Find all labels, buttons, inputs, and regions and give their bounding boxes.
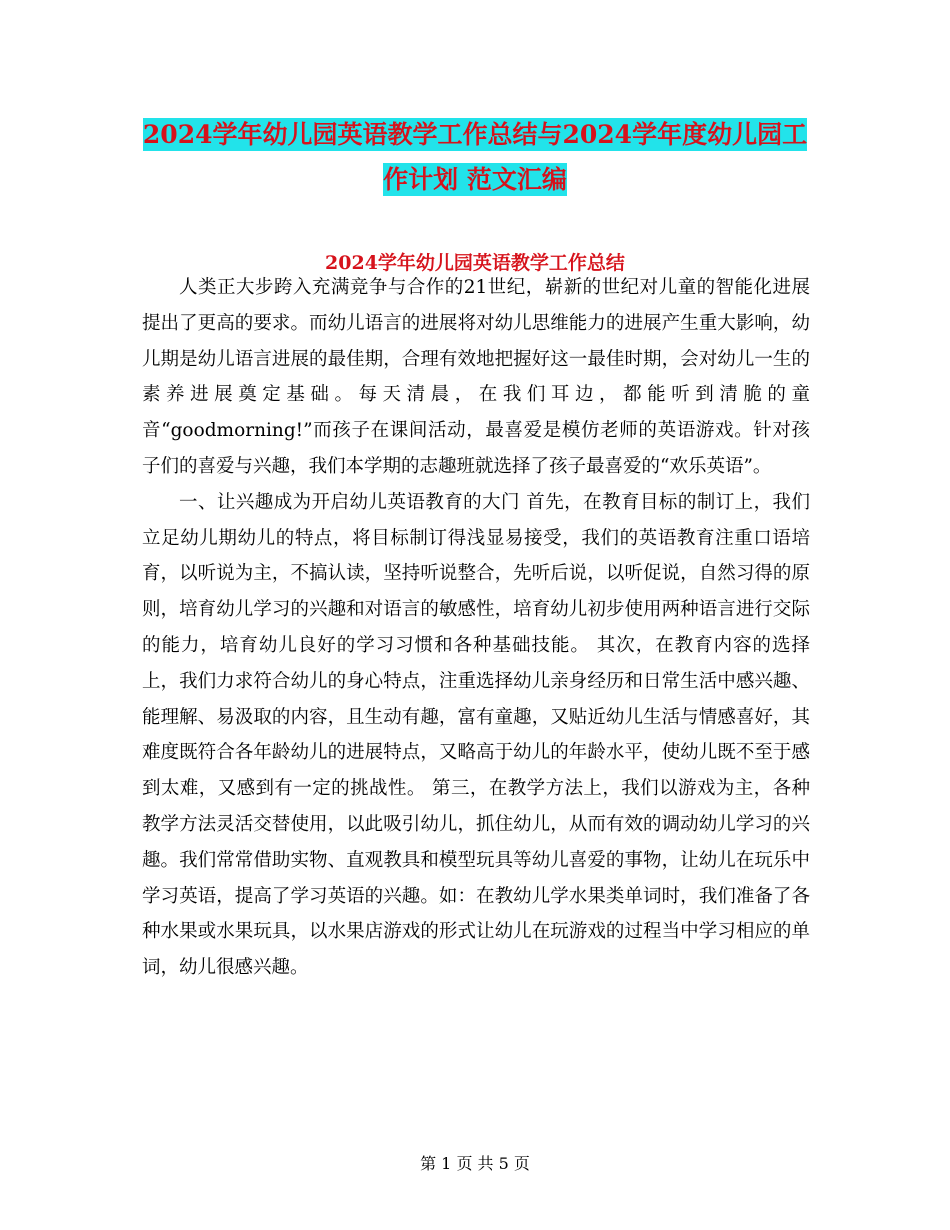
- section-heading: 2024学年幼儿园英语教学工作总结: [325, 252, 625, 274]
- paragraph-intro: 人类正大步跨入充满竞争与合作的21世纪，崭新的世纪对儿童的智能化进展提出了更高的要求。而幼儿语言的进展将对幼儿思维能力的进展产生重大影响，幼儿期是幼儿语言进展的最佳期，合理有效地把握好这一最佳时期，会对幼儿一生的素养进展奠定基础。每天清晨，在我们耳边，都能听到清脆的童音“goodmorning!”而孩子在课间活动，最喜爱是模仿老师的英语游戏。针对孩子们的喜爱与兴趣，我们本学期的志趣班就选择了孩子最喜爱的“欢乐英语”。: [142, 277, 810, 477]
- paragraph-interest: 一、让兴趣成为开启幼儿英语教育的大门 首先，在教育目标的制订上，我们立足幼儿期幼儿的特点，将目标制订得浅显易接受，我们的英语教育注重口语培育，以听说为主，不搞认读，坚持听说整合，先听后说，以听促说，自然习得的原则，培育幼儿学习的兴趣和对语言的敏感性，培育幼儿初步使用两种语言进行交际的能力，培育幼儿良好的学习习惯和各种基础技能。 其次，在教育内容的选择上，我们力求符合幼儿的身心特点，注重选择幼儿亲身经历和日常生活中感兴趣、能理解、易汲取的内容，且生动有趣，富有童趣，又贴近幼儿生活与情感喜好，其难度既符合各年龄幼儿的进展特点，又略高于幼儿的年龄水平，使幼儿既不至于感到太难，又感到有一定的挑战性。 第三，在教学方法上，我们以游戏为主，各种教学方法灵活交替使用，以此吸引幼儿，抓住幼儿，从而有效的调动幼儿学习的兴趣。我们常常借助实物、直观教具和模型玩具等幼儿喜爱的事物，让幼儿在玩乐中学习英语，提高了学习英语的兴趣。如：在教幼儿学水果类单词时，我们准备了各种水果或水果玩具，以水果店游戏的形式让幼儿在玩游戏的过程当中学习相应的单词，幼儿很感兴趣。: [142, 491, 810, 979]
- document-title-text: 2024学年幼儿园英语教学工作总结与2024学年度幼儿园工作计划 范文汇编: [142, 120, 808, 194]
- document-body: [142, 270, 810, 986]
- page-footer: 第 1 页 共 5 页: [420, 1154, 530, 1173]
- document-title: [140, 112, 810, 202]
